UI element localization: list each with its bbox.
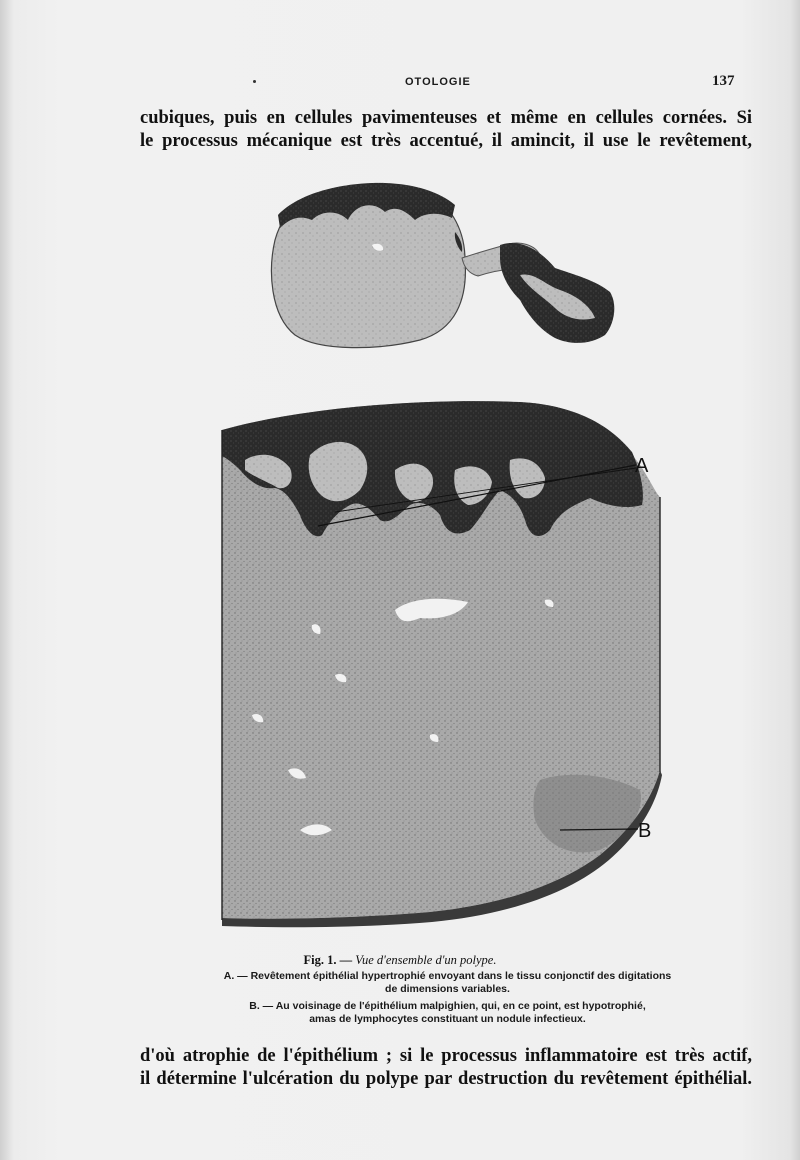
- polyp-section-drawing: [222, 401, 662, 927]
- legend-b-line: amas de lymphocytes constituant un nodule infectieux.: [309, 1013, 586, 1025]
- body-line: le processus mécanique est très accentué, il amincit, il use le revêtement,: [140, 131, 752, 151]
- figure-label-a: A: [635, 455, 649, 477]
- body-line: d'où atrophie de l'épithélium ; si le processus inflammatoire est très actif,: [140, 1046, 752, 1066]
- page-number: 137: [712, 73, 735, 89]
- body-line: cubiques, puis en cellules pavimenteuses et même en cellules cornées. Si: [140, 108, 752, 128]
- polyp-overview-drawing: [272, 183, 615, 348]
- body-text-bottom: [140, 1045, 752, 1091]
- figure-number: Fig. 1. —: [303, 953, 353, 967]
- legend-b-line: B. — Au voisinage de l'épithélium malpighien, qui, en ce point, est hypotrophié,: [249, 1000, 646, 1012]
- legend-a-line: A. — Revêtement épithélial hypertrophié envoyant dans le tissu conjonctif des digitations: [223, 970, 672, 982]
- figure-caption: [0, 953, 800, 968]
- body-line: il détermine l'ulcération du polype par destruction du revêtement épithélial.: [140, 1069, 752, 1089]
- figure-label-b: B: [638, 820, 652, 842]
- legend-a-line: de dimensions variables.: [385, 983, 510, 995]
- legend-b: [160, 1000, 735, 1026]
- legend-a: [160, 970, 735, 996]
- figure-title: Vue d'ensemble d'un polype.: [355, 953, 497, 967]
- running-header-title: OTOLOGIE: [405, 76, 471, 88]
